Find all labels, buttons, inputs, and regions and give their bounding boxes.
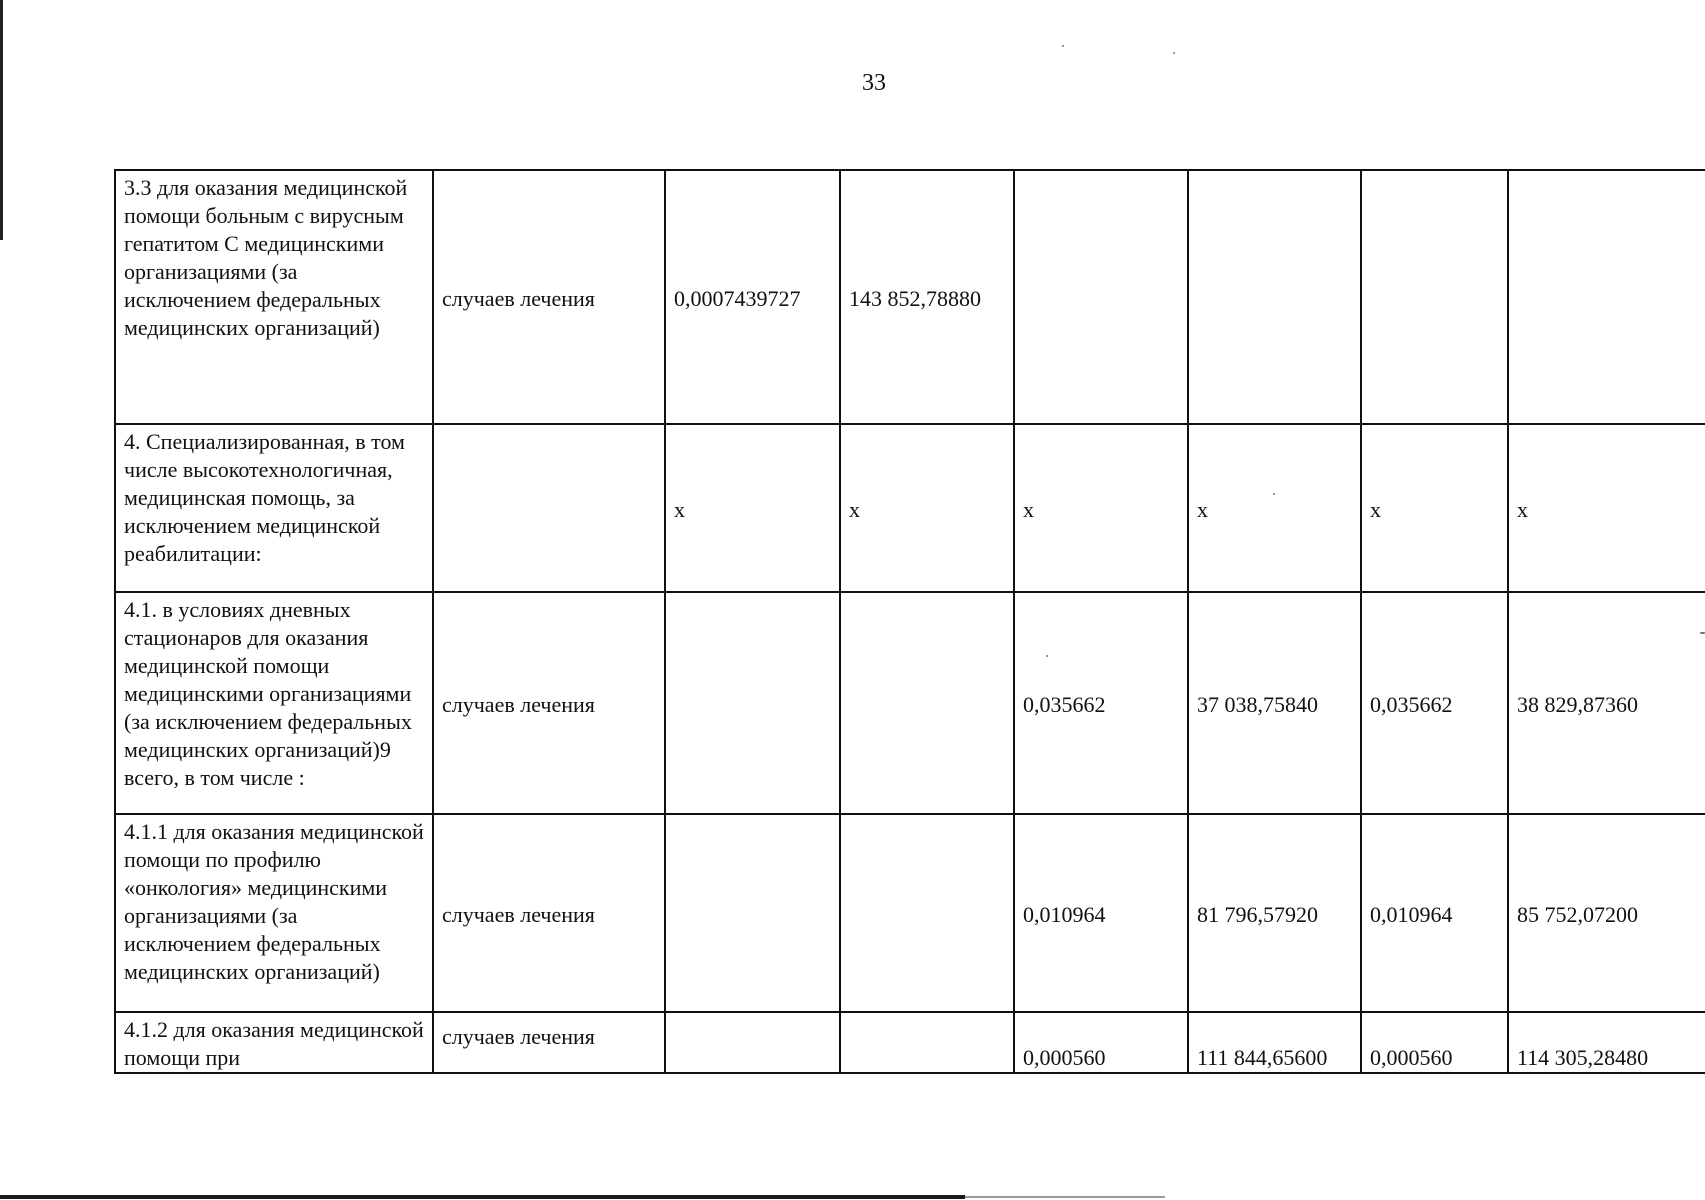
bottom-scan-border-faint [965,1196,1165,1198]
value-cell: 0,000560 [1014,1012,1188,1073]
value-cell: 143 852,78880 [840,170,1014,424]
value-cell: 85 752,07200 [1508,814,1705,1012]
value-cell [665,1012,840,1073]
value-cell: 114 305,28480 [1508,1012,1705,1073]
value-cell [1361,170,1508,424]
scan-speck [1173,52,1175,54]
value-cell: 0,035662 [1361,592,1508,814]
unit-cell: случаев лечения [433,1012,665,1073]
unit-cell [433,424,665,592]
row-label: 4. Специализированная, в том числе высокотехнологичная, медицинская помощь, за исключением медицинской реабилитации: [115,424,433,592]
value-cell: 0,010964 [1014,814,1188,1012]
value-cell [1188,170,1361,424]
value-cell: х [1508,424,1705,592]
unit-cell: случаев лечения [433,814,665,1012]
value-cell [665,814,840,1012]
value-cell: 37 038,75840 [1188,592,1361,814]
unit-cell: случаев лечения [433,170,665,424]
value-cell: 0,0007439727 [665,170,840,424]
value-cell [840,814,1014,1012]
value-cell [840,592,1014,814]
scan-speck [1062,45,1064,47]
row-label: 4.1.1 для оказания медицинской помощи по профилю «онкология» медицинскими организациями (за исключением федеральных медицинских организаций) [115,814,433,1012]
value-cell: х [840,424,1014,592]
value-cell [1014,170,1188,424]
row-label: 4.1.2 для оказания медицинской помощи при [115,1012,433,1073]
value-cell: 81 796,57920 [1188,814,1361,1012]
value-cell: 111 844,65600 [1188,1012,1361,1073]
unit-cell: случаев лечения [433,592,665,814]
page-number: 33 [862,70,886,96]
value-cell [1508,170,1705,424]
table-row [115,1012,1705,1073]
table-row [115,170,1705,424]
value-cell: 0,035662 [1014,592,1188,814]
value-cell: х [665,424,840,592]
table-row [115,814,1705,1012]
table-row [115,592,1705,814]
value-cell: х [1361,424,1508,592]
row-label: 3.3 для оказания медицинской помощи больным с вирусным гепатитом С медицинскими организациями (за исключением федеральных медицинских организаций) [115,170,433,424]
row-label: 4.1. в условиях дневных стационаров для оказания медицинской помощи медицинскими организациями (за исключением федеральных медицинских организаций)9 всего, в том числе : [115,592,433,814]
value-cell: х [1014,424,1188,592]
value-cell [840,1012,1014,1073]
value-cell: 38 829,87360 [1508,592,1705,814]
value-cell: 0,010964 [1361,814,1508,1012]
value-cell: 0,000560 [1361,1012,1508,1073]
data-table [114,169,1705,1074]
value-cell: х [1188,424,1361,592]
value-cell [665,592,840,814]
table-row [115,424,1705,592]
bottom-scan-border [0,1195,965,1199]
left-edge-line [0,0,3,240]
